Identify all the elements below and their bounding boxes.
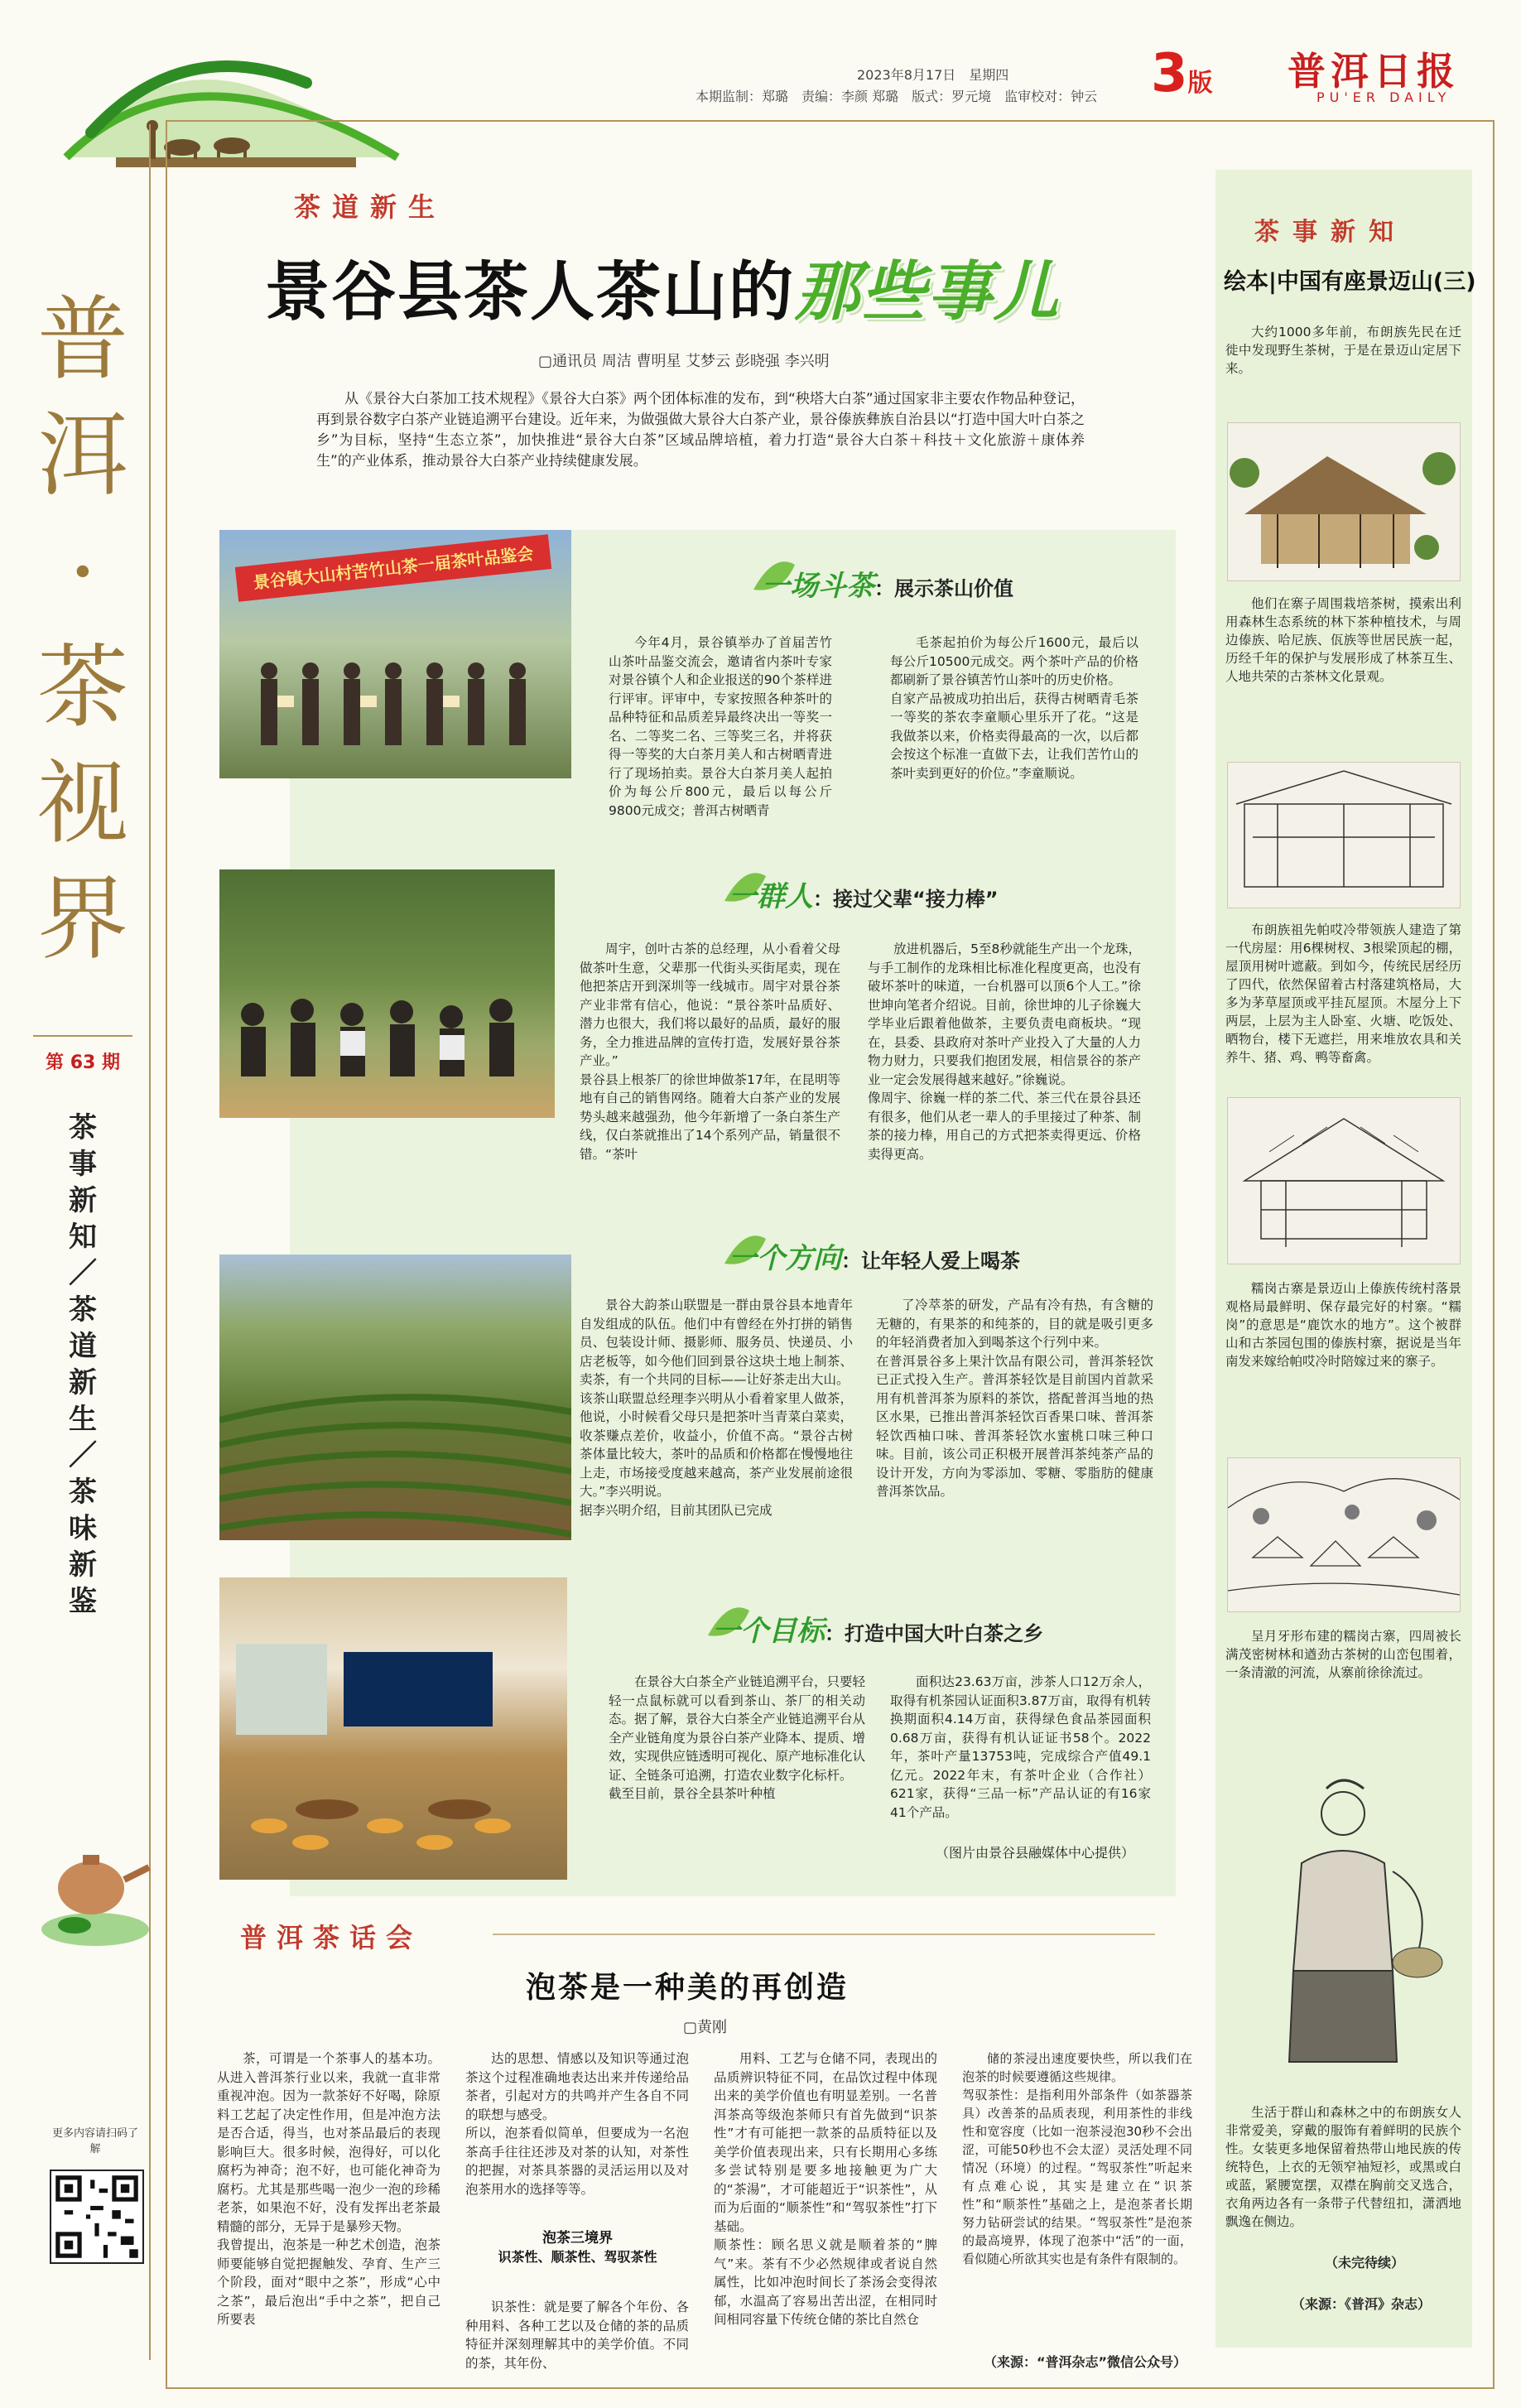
section1-col2: 毛茶起拍价为每公斤1600元，最后以每公斤10500元成交。两个茶叶产品的价格都刷新了景谷镇苦竹山茶叶的历史价格。 自家产品被成功拍出后，获得古树晒青毛茶一等奖的茶农李童顺心里乐开了花。“这是我做茶以来，价格卖得最高的一次，以后都会按这个标准一直做下去，让我们苦竹山的茶叶卖到更好的价位。”李童顺说。 <box>890 635 1138 781</box>
sketch-house <box>1227 422 1461 581</box>
title-char: · <box>68 518 98 624</box>
qr-label: 更多内容请扫码了解 <box>51 2127 138 2155</box>
section3-col2: 了冷萃茶的研发，产品有冷有热，有含糖的无糖的，有果茶的和纯茶的，目的就是吸引更多的年轻消费者加入到喝茶这个行列中来。 在普洱景谷多上果汁饮品有限公司，普洱茶轻饮已正式投入生产。普洱茶轻饮是目前国内首款采用有机普洱茶为原料的茶饮，搭配普洱当地的热区水果，已推出普洱茶轻饮百香果口味、普洱茶轻饮西柚口味、普洱茶轻饮水蜜桃口味三种口味。目前，该公司正积极开展普洱茶纯茶产品的设计开发，方向为零添加、零糖、零脂肪的健康普洱茶饮品。 <box>876 1298 1153 1499</box>
photo-group <box>219 869 555 1118</box>
section2-col1: 周宇，创叶古茶的总经理，从小看着父母做茶叶生意，父辈那一代街头买街尾卖，现在他把茶店开到深圳等一线城市。周宇对景谷茶产业非常有信心，他说：“景谷茶叶品质好、潜力也很大，我们将以最好的品质，最好的服务，全力推进品牌的宣传打造，发展好景谷茶产业。” 景谷县上根茶厂的徐世坤做茶17年，在昆明等地有自己的销售网络。随着大白茶产业的发展势头越来越强劲，他今年新增了一条白茶生产线，仅白茶就推出了14个系列产品，销量很不错。“茶叶 <box>580 942 840 1162</box>
title-char: 界 <box>37 866 128 972</box>
sidebar-tag: 茶事新知 <box>1254 218 1407 247</box>
subheading-1 <box>762 563 1013 604</box>
tea-talk-box <box>464 2226 691 2266</box>
teapot-illustration <box>33 1822 157 1954</box>
title-char: 洱 <box>37 402 128 508</box>
subheading-key: 一场斗茶 <box>762 570 874 603</box>
people-silhouettes <box>253 654 551 770</box>
subheading-key: 一群人 <box>729 880 813 913</box>
tea-talk-author: ▢黄刚 <box>683 2019 728 2036</box>
tea-talk-rule <box>493 1934 1155 1935</box>
headline-main: 景谷县茶人茶山的 <box>265 254 796 330</box>
sidebar-title: 绘本|中国有座景迈山(三) <box>1224 269 1476 295</box>
edition-num: 3 <box>1151 43 1188 104</box>
subheading-rest: ：接过父辈“接力棒” <box>813 888 999 911</box>
photo-platform-hall <box>219 1577 567 1880</box>
field-rows <box>219 1255 571 1540</box>
column-title <box>33 282 132 977</box>
subheading-4 <box>712 1608 1043 1649</box>
box-title: 泡茶三境界 <box>542 2230 613 2247</box>
tea-talk-headline: 泡茶是一种美的再创造 <box>526 1970 850 2005</box>
headline-highlight: 那些事儿 <box>795 254 1061 330</box>
qr-code[interactable] <box>50 2170 144 2264</box>
section3-col1: 景谷大韵茶山联盟是一群由景谷县本地青年自发组成的队伍。他们中有曾经在外打拼的销售员、包装设计师、摄影师、服务员、快递员、小店老板等，如今他们回到景谷这块土地上制茶、卖茶，有一个共同的目标——让好茶走出大山。 该茶山联盟总经理李兴明从小看着家里人做茶，他说，小时候看父母只是把茶叶当青菜白菜卖，收茶赚点差价，收益小，价值不高。“景谷古树茶体量比较大，茶叶的品质和价格都在慢慢地往上走，市场接受度越来越高，茶产业发展前途很大。”李兴明说。 据李兴明介绍，目前其团队已完成 <box>580 1298 853 1518</box>
headline <box>265 240 1060 333</box>
banner-text: 景谷镇大山村苦竹山茶一届茶叶品鉴会 <box>235 534 551 601</box>
issue-box <box>33 1035 132 1074</box>
title-char: 茶 <box>37 634 128 740</box>
subheading-rest: ：展示茶山价值 <box>874 577 1013 600</box>
byline: ▢通讯员 周洁 曹明星 艾梦云 彭晓强 李兴明 <box>538 353 830 370</box>
group-silhouettes <box>219 869 555 1118</box>
sketch-house-interior <box>1227 762 1461 908</box>
edition-unit: 版 <box>1187 69 1213 98</box>
publish-date: 2023年8月17日 星期四 <box>857 67 1009 83</box>
paper-name: 普洱日报 <box>1288 49 1460 94</box>
subheading-rest: ：让年轻人爱上喝茶 <box>841 1250 1020 1273</box>
editorial-credits: 本期监制：郑璐 责编：李颜 郑璐 版式：罗元境 监审校对：钟云 <box>696 89 1098 104</box>
sidebar-paragraph: 布朗族祖先帕哎冷带领族人建造了第一代房屋：用6棵树杈、3根梁顶起的棚，屋顶用树叶遮蔽。到如今，传统民居经历了四代，依然保留着古村落建筑格局，大多为茅草屋顶或平挂瓦屋顶。木屋分上下两层，上层为主人卧室、火塘、吃饭处、晒物台，楼下无遮拦，用来堆放农具和关养牛、猪、鸡、鸭等畜禽。 <box>1225 922 1461 1065</box>
section2-col2: 放进机器后，5至8秒就能生产出一个龙珠，与手工制作的龙珠相比标准化程度更高，也没有破坏茶叶的味道，一台机器可以顶6个人工。”徐世坤向笔者介绍说。目前，徐世坤的儿子徐巍大学毕业后跟着他做茶，主要负责电商板块。“现在，县委、县政府对茶叶产业投入了大量的人力物力财力，只要我们抱团发展，相信景谷的茶产业一定会发展得越来越好。”徐巍说。 像周宇、徐巍一样的茶二代、茶三代在景谷县还有很多，他们从老一辈人的手里接过了种茶、制茶的接力棒，用自己的方式把茶卖得更远、价格卖得更高。 <box>868 942 1141 1162</box>
sketch-bulang-woman <box>1227 1755 1459 2087</box>
paper-name-en: PU'ER DAILY <box>1316 89 1451 105</box>
tea-talk-source: （来源：“普洱杂志”微信公众号） <box>984 2354 1187 2370</box>
photo-credit: （图片由景谷县融媒体中心提供） <box>936 1845 1135 1861</box>
section4-col2: 面积达23.63万亩，涉茶人口12万余人，取得有机茶园认证面积3.87万亩，取得有机转换期面积4.14万亩，获得绿色食品茶园面积0.68万亩，获得有机认证证书58个。2022年，茶叶产量13753吨，完成综合产值49.1亿元。2022年末，有茶叶企业（合作社）621家，获得“三品一标”产品认证的有16家41个产品。 <box>890 1674 1151 1820</box>
sidebar-paragraph: 生活于群山和森林之中的布朗族女人非常爱美，穿戴的服饰有着鲜明的民族个性。女装更多地保留着热带山地民族的传统特色，上衣的无领窄袖短衫，或黑或白或蓝，紧腰宽摆，双襟在胸前交叉选合，衣角两边各有一条带子代替纽扣，潇洒地飘逸在侧边。 <box>1225 2105 1461 2229</box>
tea-talk-tag: 普洱茶话会 <box>240 1922 423 1953</box>
subheading-2 <box>729 874 999 914</box>
subheading-key: 一个目标 <box>712 1615 825 1648</box>
sidebar-paragraph: 大约1000多年前，布朗族先民在迁徙中发现野生茶树，于是在景迈山定居下来。 <box>1225 325 1461 376</box>
lead-paragraph: 从《景谷大白茶加工技术规程》《景谷大白茶》两个团体标准的发布，到“秧塔大白茶”通过国家非主要农作物品种登记，再到景谷数字白茶产业链追溯平台建设。近年来，为做强做大景谷大白茶产业，景谷傣族彝族自治县以“打造中国大叶白茶之乡”为目标，坚持“生态立茶”，加快推进“景谷大白茶”区域品牌培植，着力打造“景谷大白茶＋科技＋文化旅游＋康体养生”的产业体系，推动景谷大白茶产业持续健康发展。 <box>316 391 1085 470</box>
section4-col1: 在景谷大白茶全产业链追溯平台，只要轻轻一点鼠标就可以看到茶山、茶厂的相关动态。据了解，景谷大白茶全产业链追溯平台从全产业链角度为景谷白茶产业降本、提质、增效，实现供应链透明可视化、原产地标准化认证、全链条可追溯，打造农业数字化标杆。 截至目前，景谷全县茶叶种植 <box>609 1674 866 1801</box>
sidebar-paragraph: 糯岗古寨是景迈山上傣族传统村落景观格局最鲜明、保存最完好的村寨。“糯岗”的意思是“鹿饮水的地方”。这个被群山和古茶园包围的傣族村寨，据说是当年南发来嫁给帕哎冷时陪嫁过来的寨子。 <box>1225 1281 1461 1369</box>
subheading-key: 一个方向 <box>729 1242 841 1275</box>
hall-scene <box>219 1577 567 1880</box>
tea-talk-col2: 达的思想、情感以及知识等通过泡茶这个过程准确地表达出来并传递给品茶者，引起对方的共鸣并产生各自不同的联想与感受。 所以，泡茶看似简单，但要成为一名泡茶高手往往还涉及对茶的认知，对茶性的把握，对茶具茶器的灵活运用以及对泡茶用水的选择等等。 <box>465 2051 689 2197</box>
left-rule <box>149 124 151 2360</box>
title-char: 普 <box>37 287 128 393</box>
subheading-rest: ：打造中国大叶白茶之乡 <box>825 1622 1043 1645</box>
photo-tea-field <box>219 1255 571 1540</box>
subheading-3 <box>729 1235 1020 1276</box>
box-subtitle: 识茶性、顺茶性、驾驭茶性 <box>498 2249 657 2265</box>
sidebar-source: （来源：《普洱》杂志） <box>1292 2296 1432 2312</box>
issue-number: 第 63 期 <box>46 1052 120 1073</box>
tea-talk-col2b: 识茶性：就是要了解各个年份、各种用料、各种工艺以及仓储的茶的品质特征并深刻理解其中的美学价值。不同的茶，其年份、 <box>465 2300 689 2371</box>
to-be-continued: （未完待续） <box>1325 2255 1405 2271</box>
section-tag: 茶道新生 <box>294 191 447 223</box>
edition-number <box>1151 43 1213 104</box>
sidebar-paragraph: 他们在寨子周围栽培茶树，摸索出利用森林生态系统的林下茶种植技术，与周边傣族、哈尼族、佤族等世居民族一起，历经千年的保护与发展形成了林茶互生、人地共荣的古茶林文化景观。 <box>1225 596 1461 684</box>
sketch-village-house <box>1227 1097 1461 1264</box>
tea-talk-col4: 储的茶浸出速度要快些，所以我们在泡茶的时候要遵循这些规律。 驾驭茶性：是指利用外部条件（如茶器茶具）改善茶的品质表现，利用茶性的非线性和宽容度（比如一泡茶浸泡30秒不会出涩，可能50秒也不会太涩）灵活处理不同情况（环境）的过程。“驾驭茶性”听起来有点难心说，其实是建立在“识茶性”和“顺茶性”基础之上，是泡茶者长期努力钻研尝试的结果。“驾驭茶性”是泡茶的最高境界，体现了泡茶中“活”的一面，看似随心所欲其实也是有条件有限制的。 <box>962 2051 1192 2266</box>
column-nav: 茶事新知／茶道新生／茶味新鉴 <box>69 1111 97 1618</box>
section1-col1: 今年4月，景谷镇举办了首届苦竹山茶叶品鉴交流会，邀请省内茶叶专家对景谷镇个人和企业报送的90个茶样进行评审。评审中，专家按照各种茶叶的品种特征和品质差异最终决出一等奖一名、二等奖二名、三等奖三名，并将获得一等奖的大白茶月美人和古树晒青进行了现场拍卖。景谷大白茶月美人起拍价为每公斤800元，最后以每公斤9800元成交；普洱古树晒青 <box>609 635 832 818</box>
title-char: 视 <box>37 750 128 856</box>
sidebar-paragraph: 呈月牙形布建的糯岗古寨，四周被长满茂密树林和遒劲古茶树的山峦包围着，一条清澈的河流，从寨前徐徐流过。 <box>1225 1629 1461 1680</box>
tea-talk-col1: 茶，可谓是一个茶事人的基本功。从进入普洱茶行业以来，我就一直非常重视冲泡。因为一款茶好不好喝，除原料工艺起了决定性作用，但是冲泡方法是否合适，得当，也对茶品最后的表现影响巨大。很多时候，泡得好，可以化腐朽为神奇；泡不好，也可能化神奇为腐朽。尤其是那些喝一泡少一泡的珍稀老茶，如果泡不好，没有发挥出老茶最精髓的部分，无异于是暴殄天物。 我曾提出，泡茶是一种艺术创造，泡茶师要能够自觉把握触发、孕育、生产三个阶段，面对“眼中之茶”，形成“心中之茶”，最后泡出“手中之茶”，把自己所要表 <box>217 2051 440 2327</box>
tea-talk-col3: 用料、工艺与仓储不同，表现出的品质辨识特征不同，在品饮过程中体现出来的美学价值也有明显差别。一名普洱茶高等级泡茶师只有首先做到“识茶性”才有可能把一款茶的品质特征以及美学价值表现出来，只有长期用心多练多尝试特别是要多地接触更为广大的“茶湯”，才可能超近于“识茶性”，从而为后面的“顺茶性”和“驾驭茶性”打下基础。 顺茶性：顾名思义就是顺着茶的“脾气”来。茶有不少必然规律或者说自然属性，比如冲泡时间长了茶汤会变得浓郁，水温高了容易出苦出涩，在相同时间相同容量下传统仓储的茶比自然仓 <box>714 2051 937 2327</box>
photo-ceremony <box>219 530 571 778</box>
sketch-village-landscape <box>1227 1457 1461 1612</box>
